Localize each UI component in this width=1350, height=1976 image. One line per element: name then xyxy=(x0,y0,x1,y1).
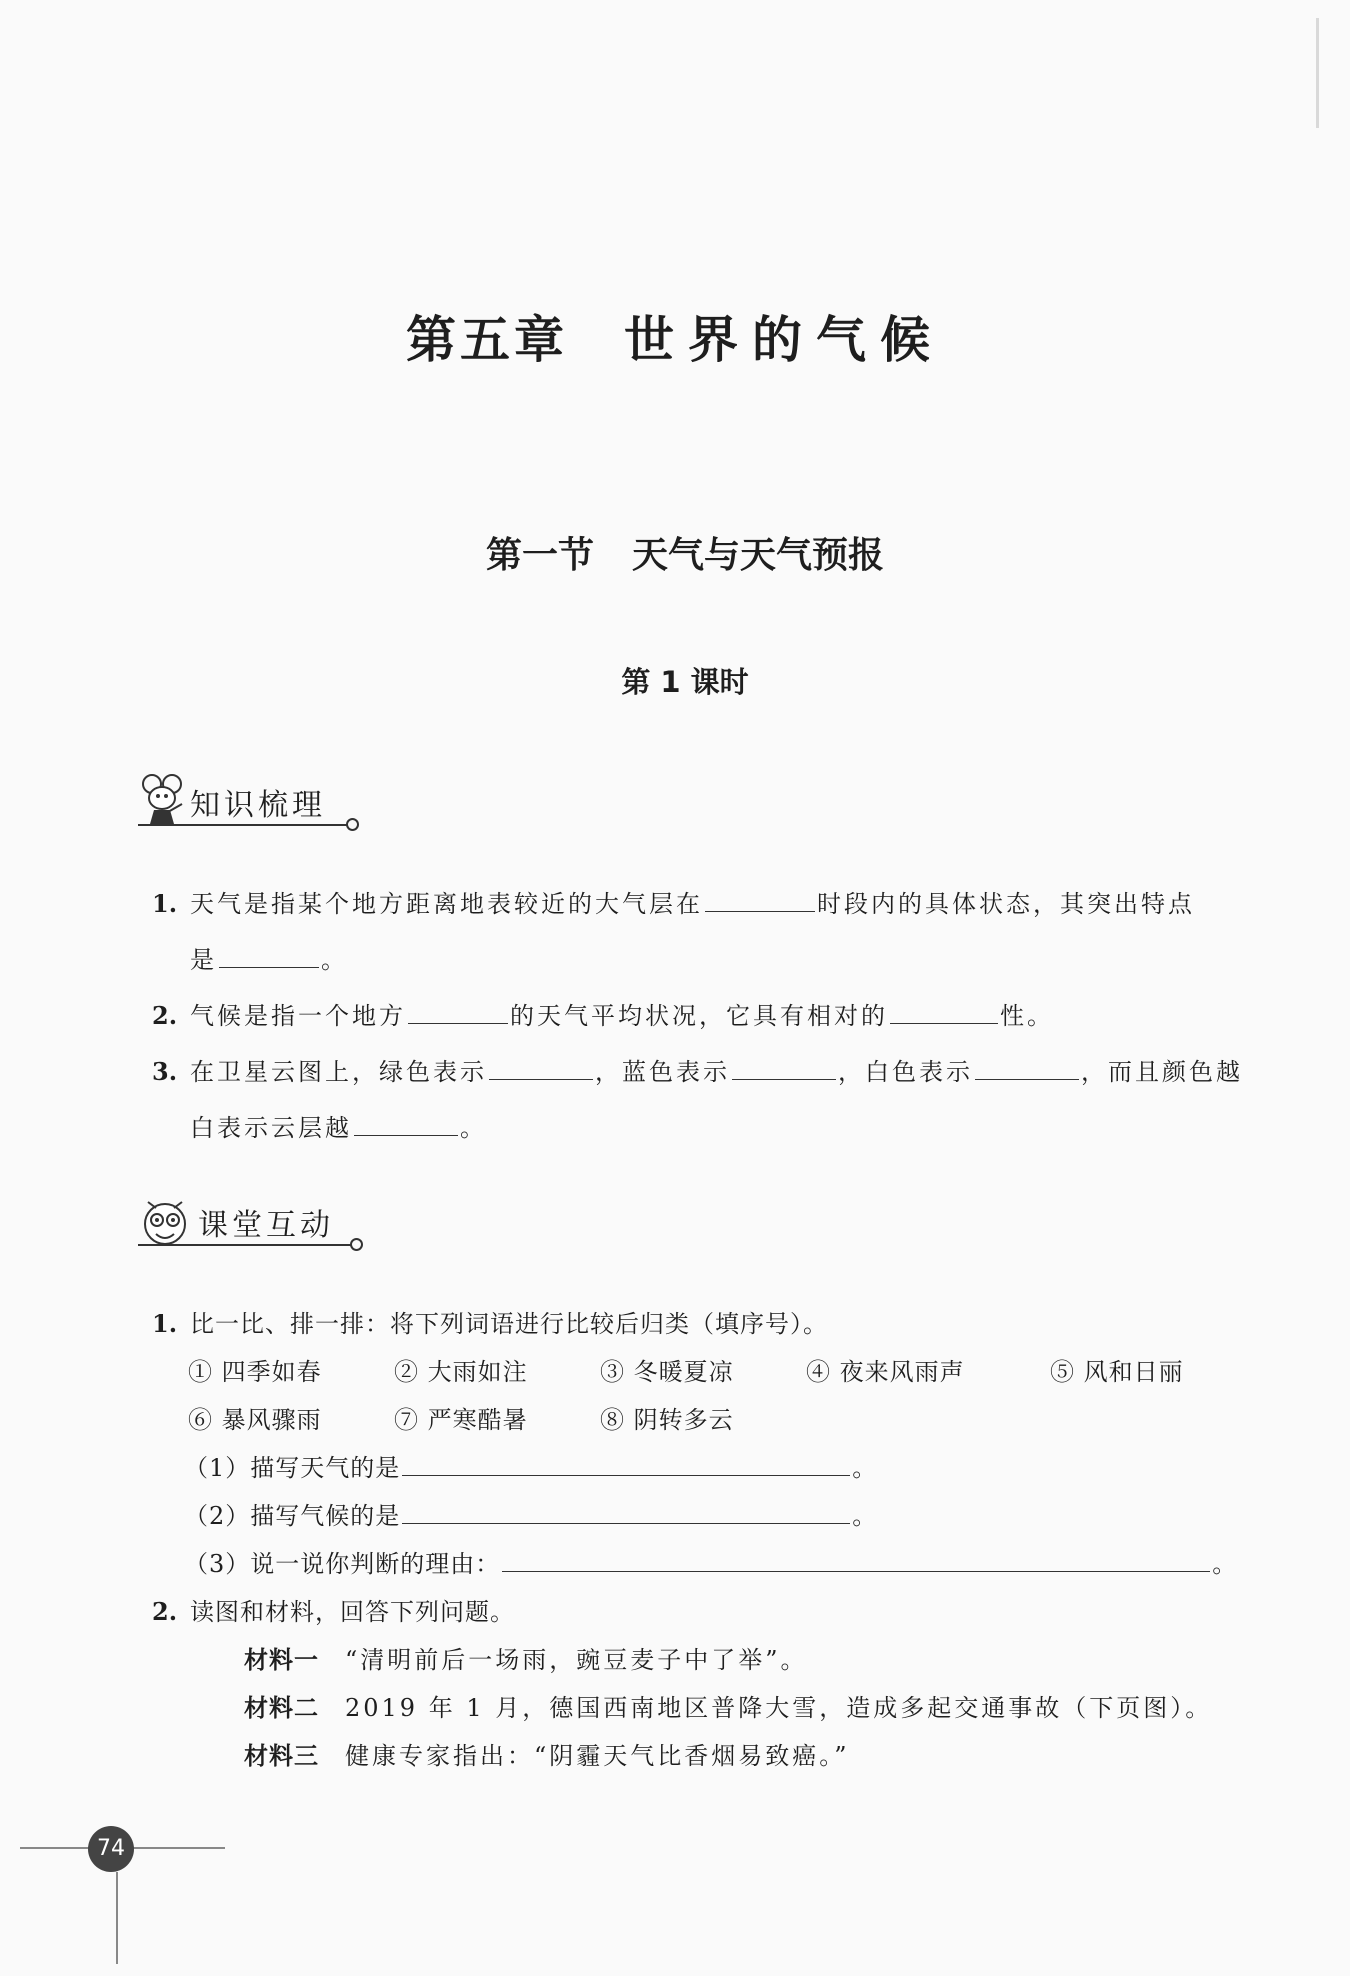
option-item: ⑤ 风和日丽 xyxy=(1050,1358,1184,1386)
mouse-mascot-icon xyxy=(138,772,190,832)
option-item: ② 大雨如注 xyxy=(394,1358,528,1386)
knowledge-heading-text: 知识梳理 xyxy=(190,788,326,823)
answer-blank[interactable] xyxy=(890,1001,998,1024)
options-row-1 xyxy=(188,1352,1184,1387)
knowledge-q1-line2: 是 。 xyxy=(190,946,348,974)
footer-vertical-line xyxy=(116,1872,118,1964)
answer-blank[interactable] xyxy=(402,1501,850,1524)
option-item: ⑦ 严寒酷暑 xyxy=(394,1406,528,1434)
material-2: 材料二 2019 年 1 月，德国西南地区普降大雪，造成多起交通事故（下页图）。 xyxy=(244,1693,1213,1722)
answer-blank[interactable] xyxy=(975,1057,1079,1080)
classroom-sub1: （1）描写天气的是 。 xyxy=(184,1454,878,1482)
knowledge-q2: 2. 气候是指一个地方 的天气平均状况，它具有相对的 性。 xyxy=(152,1001,1054,1030)
knowledge-q1-line1: 1. 天气是指某个地方距离地表较近的大气层在 时段内的具体状态，其突出特点 xyxy=(152,889,1195,918)
option-item: ① 四季如春 xyxy=(188,1358,322,1386)
answer-blank[interactable] xyxy=(408,1001,508,1024)
material-1: 材料一 “清明前后一场雨，豌豆麦子中了举”。 xyxy=(244,1645,808,1674)
knowledge-q3-line2: 白表示云层越 。 xyxy=(190,1114,487,1142)
answer-blank[interactable] xyxy=(402,1453,850,1476)
heading-underline xyxy=(138,1244,354,1246)
answer-blank[interactable] xyxy=(489,1057,593,1080)
classroom-sub2: （2）描写气候的是 。 xyxy=(184,1502,878,1530)
chapter-title: 第五章 世界的气候 xyxy=(406,311,944,369)
material-3: 材料三 健康专家指出：“阴霾天气比香烟易致癌。” xyxy=(244,1741,850,1770)
owl-mascot-icon xyxy=(138,1194,192,1250)
section-title: 第一节 天气与天气预报 xyxy=(485,534,885,576)
classroom-heading xyxy=(138,1198,368,1254)
answer-blank[interactable] xyxy=(732,1057,836,1080)
classroom-heading-text: 课堂互动 xyxy=(198,1208,334,1243)
answer-blank[interactable] xyxy=(502,1549,1210,1572)
page-number: 74 xyxy=(88,1826,134,1872)
answer-blank[interactable] xyxy=(354,1113,458,1136)
classroom-sub3: （3）说一说你判断的理由： 。 xyxy=(184,1550,1238,1578)
option-item: ④ 夜来风雨声 xyxy=(806,1358,965,1386)
lesson-title: 第 1 课时 xyxy=(621,665,749,699)
knowledge-heading xyxy=(138,778,368,834)
answer-blank[interactable] xyxy=(219,945,319,968)
classroom-q1: 1. 比一比、排一排：将下列词语进行比较后归类（填序号）。 xyxy=(152,1309,828,1338)
knowledge-q3-line1: 3. 在卫星云图上，绿色表示 ，蓝色表示 ，白色表示 ，而且颜色越 xyxy=(152,1057,1243,1086)
options-row-2 xyxy=(188,1400,734,1435)
answer-blank[interactable] xyxy=(705,889,815,912)
classroom-q2: 2. 读图和材料，回答下列问题。 xyxy=(152,1597,515,1626)
heading-dot xyxy=(346,818,359,831)
heading-dot xyxy=(350,1238,363,1251)
page-edge-shadow xyxy=(1316,18,1319,128)
option-item: ③ 冬暖夏凉 xyxy=(600,1358,734,1386)
option-item: ⑧ 阴转多云 xyxy=(600,1406,734,1434)
heading-underline xyxy=(138,824,350,826)
option-item: ⑥ 暴风骤雨 xyxy=(188,1406,322,1434)
